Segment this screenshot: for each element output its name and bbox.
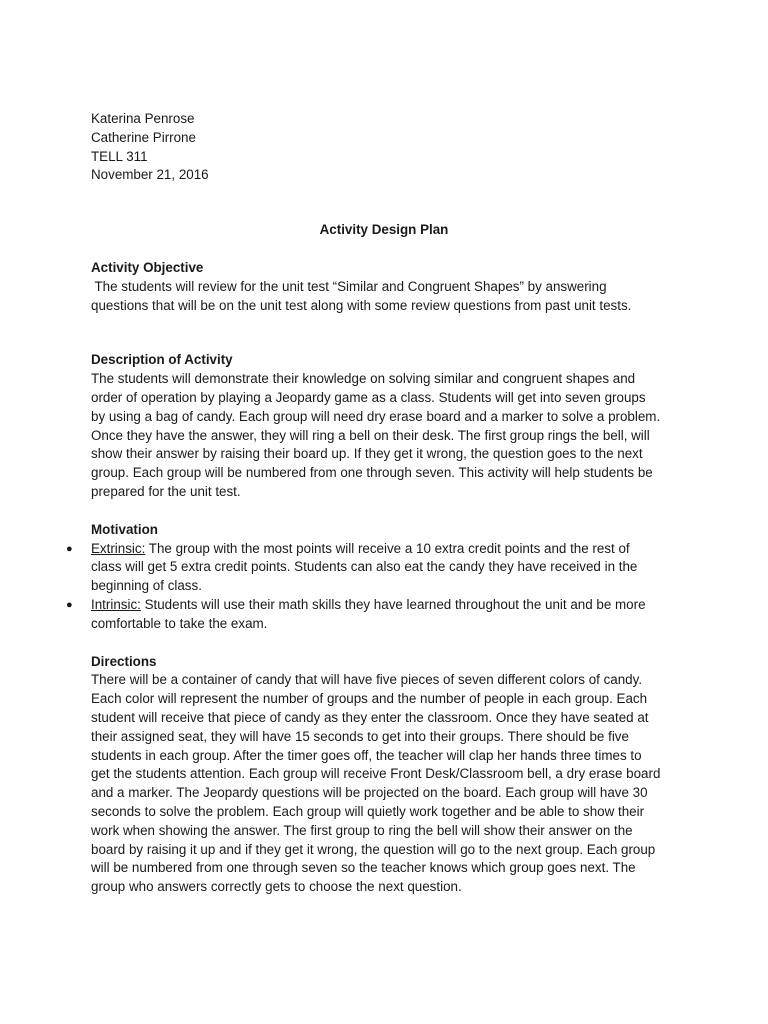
directions-line: will be numbered from one through seven so the teacher knows which group goes next. The — [91, 860, 636, 876]
document-title: Activity Design Plan — [319, 222, 449, 238]
directions-line: board by raising it up and if they get it wrong, the question will go to the next group. Each group — [91, 841, 656, 857]
directions-section — [91, 653, 691, 897]
intrinsic-label: Intrinsic: — [91, 596, 141, 612]
directions-line: student will receive that piece of candy as they enter the classroom. Once they have seated at — [91, 709, 649, 725]
objective-heading: Activity Objective — [91, 259, 204, 275]
description-line: by using a bag of candy. Each group will need dry erase board and a marker to solve a problem. — [91, 408, 661, 424]
extrinsic-text: The group with the most points will receive a 10 extra credit points and the rest of — [145, 540, 630, 556]
description-line: group. Each group will be numbered from one through seven. This activity will help students be — [91, 465, 653, 481]
directions-paragraph — [91, 671, 691, 897]
directions-line: get the students attention. Each group will receive Front Desk/Classroom bell, a dry erase board — [91, 766, 661, 782]
intrinsic-first-line — [91, 596, 691, 615]
description-heading: Description of Activity — [91, 352, 233, 368]
directions-line: Each color will represent the number of groups and the number of people in each group. Each — [91, 691, 648, 707]
description-line: The students will demonstrate their knowledge on solving similar and congruent shapes and — [91, 371, 636, 387]
directions-line: and a marker. The Jeopardy questions will be projected on the board. Each group will have 30 — [91, 785, 648, 801]
objective-line: The students will review for the unit test “Similar and Congruent Shapes” by answering — [91, 278, 607, 294]
directions-line: students in each group. After the timer goes off, the teacher will clap her hands three times to — [91, 747, 642, 763]
description-line: Once they have the answer, they will ring a bell on their desk. The first group rings the bell, will — [91, 427, 650, 443]
objective-line: questions that will be on the unit test along with some review questions from past unit tests. — [91, 297, 632, 313]
description-line: prepared for the unit test. — [91, 483, 241, 499]
document-date: November 21, 2016 — [91, 167, 209, 183]
motivation-heading: Motivation — [91, 521, 158, 537]
motivation-item-intrinsic — [66, 596, 691, 634]
author-name-2: Catherine Pirrone — [91, 129, 196, 145]
extrinsic-first-line — [91, 540, 691, 559]
bullet-icon: ● — [66, 598, 73, 611]
course-code: TELL 311 — [91, 148, 148, 164]
directions-line: There will be a container of candy that will have five pieces of seven different colors of candy. — [91, 672, 643, 688]
motivation-list — [66, 540, 691, 634]
objective-section — [91, 259, 691, 315]
extrinsic-line: beginning of class. — [91, 578, 202, 594]
extrinsic-label: Extrinsic: — [91, 540, 146, 556]
author-name-1: Katerina Penrose — [91, 111, 195, 126]
description-paragraph — [91, 370, 691, 502]
document-header — [91, 110, 691, 185]
description-line: order of operation by playing a Jeopardy game as a class. Students will get into seven groups — [91, 389, 646, 405]
directions-line: seconds to solve the problem. Each group will quietly work together and be able to show their — [91, 803, 645, 819]
intrinsic-line: comfortable to take the exam. — [91, 615, 268, 631]
description-line: show their answer by raising their board up. If they get it wrong, the question goes to the next — [91, 446, 643, 462]
directions-line: work when showing the answer. The first group to ring the bell will show their answer on the — [91, 822, 633, 838]
directions-heading: Directions — [91, 653, 157, 669]
description-section — [91, 351, 691, 501]
bullet-icon: ● — [66, 542, 73, 555]
intrinsic-text: Students will use their math skills they have learned throughout the unit and be more — [140, 596, 646, 612]
directions-line: their assigned seat, they will have 15 seconds to get into their groups. There should be five — [91, 728, 629, 744]
motivation-section — [66, 521, 691, 634]
motivation-item-extrinsic — [66, 540, 691, 596]
extrinsic-line: class will get 5 extra credit points. Students can also eat the candy they have received in the — [91, 559, 638, 575]
directions-line: group who answers correctly gets to choose the next question. — [91, 879, 462, 895]
objective-paragraph — [91, 278, 691, 316]
document-body — [66, 110, 691, 897]
